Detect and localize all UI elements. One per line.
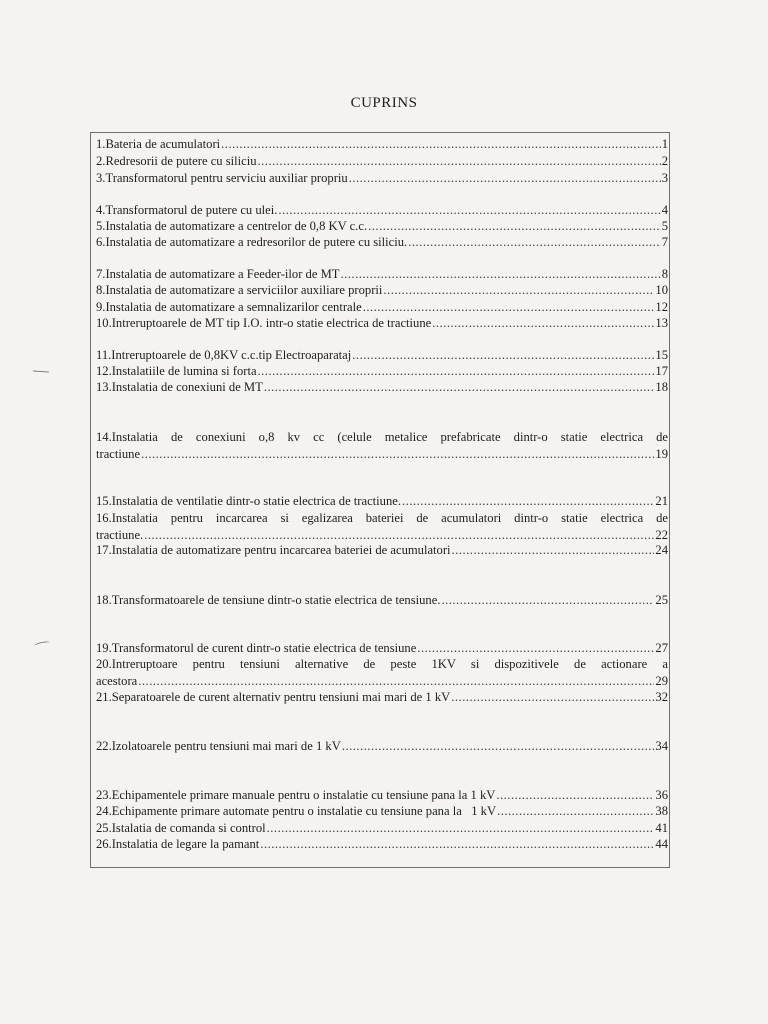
toc-entry-17 bbox=[96, 542, 668, 559]
leader-dots bbox=[368, 218, 661, 235]
toc-entry-title: 18.Transformatoarele de tensiune dintr-o statie electrica de tensiune. bbox=[96, 593, 441, 607]
toc-entry-title: 6.Instalatia de automatizare a redresorilor de putere cu siliciu. bbox=[96, 235, 408, 249]
toc-entry-page: 25 bbox=[655, 593, 668, 607]
toc-entry-6 bbox=[96, 234, 668, 251]
toc-entry-7 bbox=[96, 266, 668, 283]
leader-dots bbox=[342, 738, 655, 755]
toc-entry-8 bbox=[96, 282, 668, 299]
toc-entry-title: 9.Instalatia de automatizare a semnalizarilor centrale bbox=[96, 300, 362, 314]
toc-entry-title: 4.Transformatorul de putere cu ulei. bbox=[96, 203, 278, 217]
toc-entry-20 bbox=[96, 656, 668, 690]
toc-entry-page: 7 bbox=[661, 235, 668, 249]
toc-entry-10 bbox=[96, 315, 668, 332]
leader-dots bbox=[141, 446, 654, 463]
page-title: CUPRINS bbox=[350, 95, 418, 111]
toc-entry-title: 1.Bateria de acumulatori bbox=[96, 137, 221, 151]
toc-entry-page: 8 bbox=[661, 267, 668, 281]
leader-dots bbox=[138, 673, 654, 690]
toc-entry-page: 24 bbox=[655, 543, 668, 557]
toc-entry-page: 27 bbox=[655, 641, 668, 655]
toc-entry-page: 19 bbox=[655, 447, 668, 461]
toc-entry-page: 13 bbox=[655, 316, 668, 330]
toc-entry-page: 36 bbox=[655, 788, 668, 802]
toc-entry-page: 2 bbox=[661, 154, 668, 168]
leader-dots bbox=[363, 299, 655, 316]
toc-entry-page: 44 bbox=[655, 837, 668, 851]
toc-entry-title: 16.Instalatia pentru incarcarea si egalizarea bateriei de acumulatori dintr-o statie electrica de bbox=[96, 511, 668, 525]
margin-pen-mark bbox=[33, 370, 49, 376]
toc-entry-title: 11.Intreruptoarele de 0,8KV c.c.tip Electroaparataj bbox=[96, 348, 352, 362]
leader-dots bbox=[441, 592, 654, 609]
toc-entry-title: 12.Instalatiile de lumina si forta bbox=[96, 364, 257, 378]
toc-entry-page: 4 bbox=[661, 203, 668, 217]
toc-entry-title: 19.Transformatorul de curent dintr-o statie electrica de tensiune bbox=[96, 641, 417, 655]
leader-dots bbox=[221, 136, 661, 153]
leader-dots bbox=[258, 363, 655, 380]
toc-entry-page: 1 bbox=[661, 137, 668, 151]
toc-entry-page: 5 bbox=[661, 219, 668, 233]
leader-dots bbox=[432, 315, 654, 332]
toc-entry-26 bbox=[96, 836, 668, 853]
toc-entry-title: 7.Instalatia de automatizare a Feeder-ilor de MT bbox=[96, 267, 340, 281]
leader-dots bbox=[497, 803, 654, 820]
toc-entry-title: 21.Separatoarele de curent alternativ pentru tensiuni mai mari de 1 kV bbox=[96, 690, 451, 704]
toc-entry-page: 22 bbox=[655, 528, 668, 542]
toc-entry-page: 41 bbox=[655, 821, 668, 835]
toc-entry-5 bbox=[96, 218, 668, 235]
toc-entry-12 bbox=[96, 363, 668, 380]
leader-dots bbox=[264, 379, 655, 396]
leader-dots bbox=[278, 202, 660, 219]
toc-entry-title: 24.Echipamente primare automate pentru o instalatie cu tensiune pana la 1 kV bbox=[96, 804, 497, 818]
toc-entry-title: 23.Echipamentele primare manuale pentru o instalatie cu tensiune pana la 1 kV bbox=[96, 788, 496, 802]
leader-dots bbox=[408, 234, 660, 251]
leader-dots bbox=[417, 640, 654, 657]
leader-dots bbox=[260, 836, 654, 853]
toc-entry-title-cont: acestora bbox=[96, 674, 138, 688]
toc-entry-14 bbox=[96, 429, 668, 463]
toc-entry-22 bbox=[96, 738, 668, 755]
margin-pen-mark bbox=[34, 640, 51, 648]
toc-entry-title: 14.Instalatia de conexiuni o,8 kv cc (celule metalice prefabricate dintr-o statie electrica de bbox=[96, 430, 668, 444]
leader-dots bbox=[383, 282, 654, 299]
toc-entry-21 bbox=[96, 689, 668, 706]
toc-entry-page: 29 bbox=[655, 674, 668, 688]
leader-dots bbox=[402, 493, 654, 510]
toc-entry-page: 21 bbox=[655, 494, 668, 508]
toc-entry-title: 8.Instalatia de automatizare a serviciilor auxiliare proprii bbox=[96, 283, 383, 297]
leader-dots bbox=[349, 170, 661, 187]
toc-entry-title-cont: tractiune. bbox=[96, 528, 144, 542]
toc-entry-title-cont: tractiune bbox=[96, 447, 141, 461]
toc-entry-25 bbox=[96, 820, 668, 837]
leader-dots bbox=[340, 266, 660, 283]
toc-entry-page: 18 bbox=[655, 380, 668, 394]
toc-entry-page: 17 bbox=[655, 364, 668, 378]
leader-dots bbox=[452, 542, 655, 559]
toc-entry-page: 32 bbox=[655, 690, 668, 704]
toc-entry-18 bbox=[96, 592, 668, 609]
toc-entry-4 bbox=[96, 202, 668, 219]
toc-entry-page: 12 bbox=[655, 300, 668, 314]
toc-entry-9 bbox=[96, 299, 668, 316]
toc-entry-page: 15 bbox=[655, 348, 668, 362]
toc-entry-19 bbox=[96, 640, 668, 657]
leader-dots bbox=[496, 787, 654, 804]
toc-entry-13 bbox=[96, 379, 668, 396]
toc-entry-title: 15.Instalatia de ventilatie dintr-o statie electrica de tractiune. bbox=[96, 494, 402, 508]
toc-entry-page: 3 bbox=[661, 171, 668, 185]
toc-entry-title: 13.Instalatia de conexiuni de MT bbox=[96, 380, 263, 394]
leader-dots bbox=[267, 820, 655, 837]
toc-entry-15 bbox=[96, 493, 668, 510]
toc-entry-23 bbox=[96, 787, 668, 804]
leader-dots bbox=[352, 347, 654, 364]
toc-entry-title: 3.Transformatorul pentru serviciu auxiliar propriu bbox=[96, 171, 348, 185]
toc-entry-page: 10 bbox=[655, 283, 668, 297]
toc-entry-16 bbox=[96, 510, 668, 544]
leader-dots bbox=[258, 153, 661, 170]
table-of-contents bbox=[90, 132, 670, 868]
toc-entry-3 bbox=[96, 170, 668, 187]
toc-entry-title: 20.Intreruptoare pentru tensiuni alternative de peste 1KV si dispozitivele de actionare a bbox=[96, 657, 668, 671]
toc-entry-title: 2.Redresorii de putere cu siliciu bbox=[96, 154, 257, 168]
toc-entry-title: 5.Instalatia de automatizare a centrelor de 0,8 KV c.c. bbox=[96, 219, 368, 233]
toc-entry-page: 34 bbox=[655, 739, 668, 753]
toc-entry-title: 17.Instalatia de automatizare pentru incarcarea bateriei de acumulatori bbox=[96, 543, 451, 557]
toc-entry-page: 38 bbox=[655, 804, 668, 818]
toc-entry-title: 22.Izolatoarele pentru tensiuni mai mari de 1 kV bbox=[96, 739, 341, 753]
toc-entry-11 bbox=[96, 347, 668, 364]
toc-entry-1 bbox=[96, 136, 668, 153]
toc-entry-2 bbox=[96, 153, 668, 170]
toc-entry-title: 25.Istalatia de comanda si control bbox=[96, 821, 266, 835]
toc-entry-title: 10.Intreruptoarele de MT tip I.O. intr-o statie electrica de tractiune bbox=[96, 316, 432, 330]
toc-entry-24 bbox=[96, 803, 668, 820]
toc-entry-title: 26.Instalatia de legare la pamant bbox=[96, 837, 260, 851]
leader-dots bbox=[451, 689, 654, 706]
